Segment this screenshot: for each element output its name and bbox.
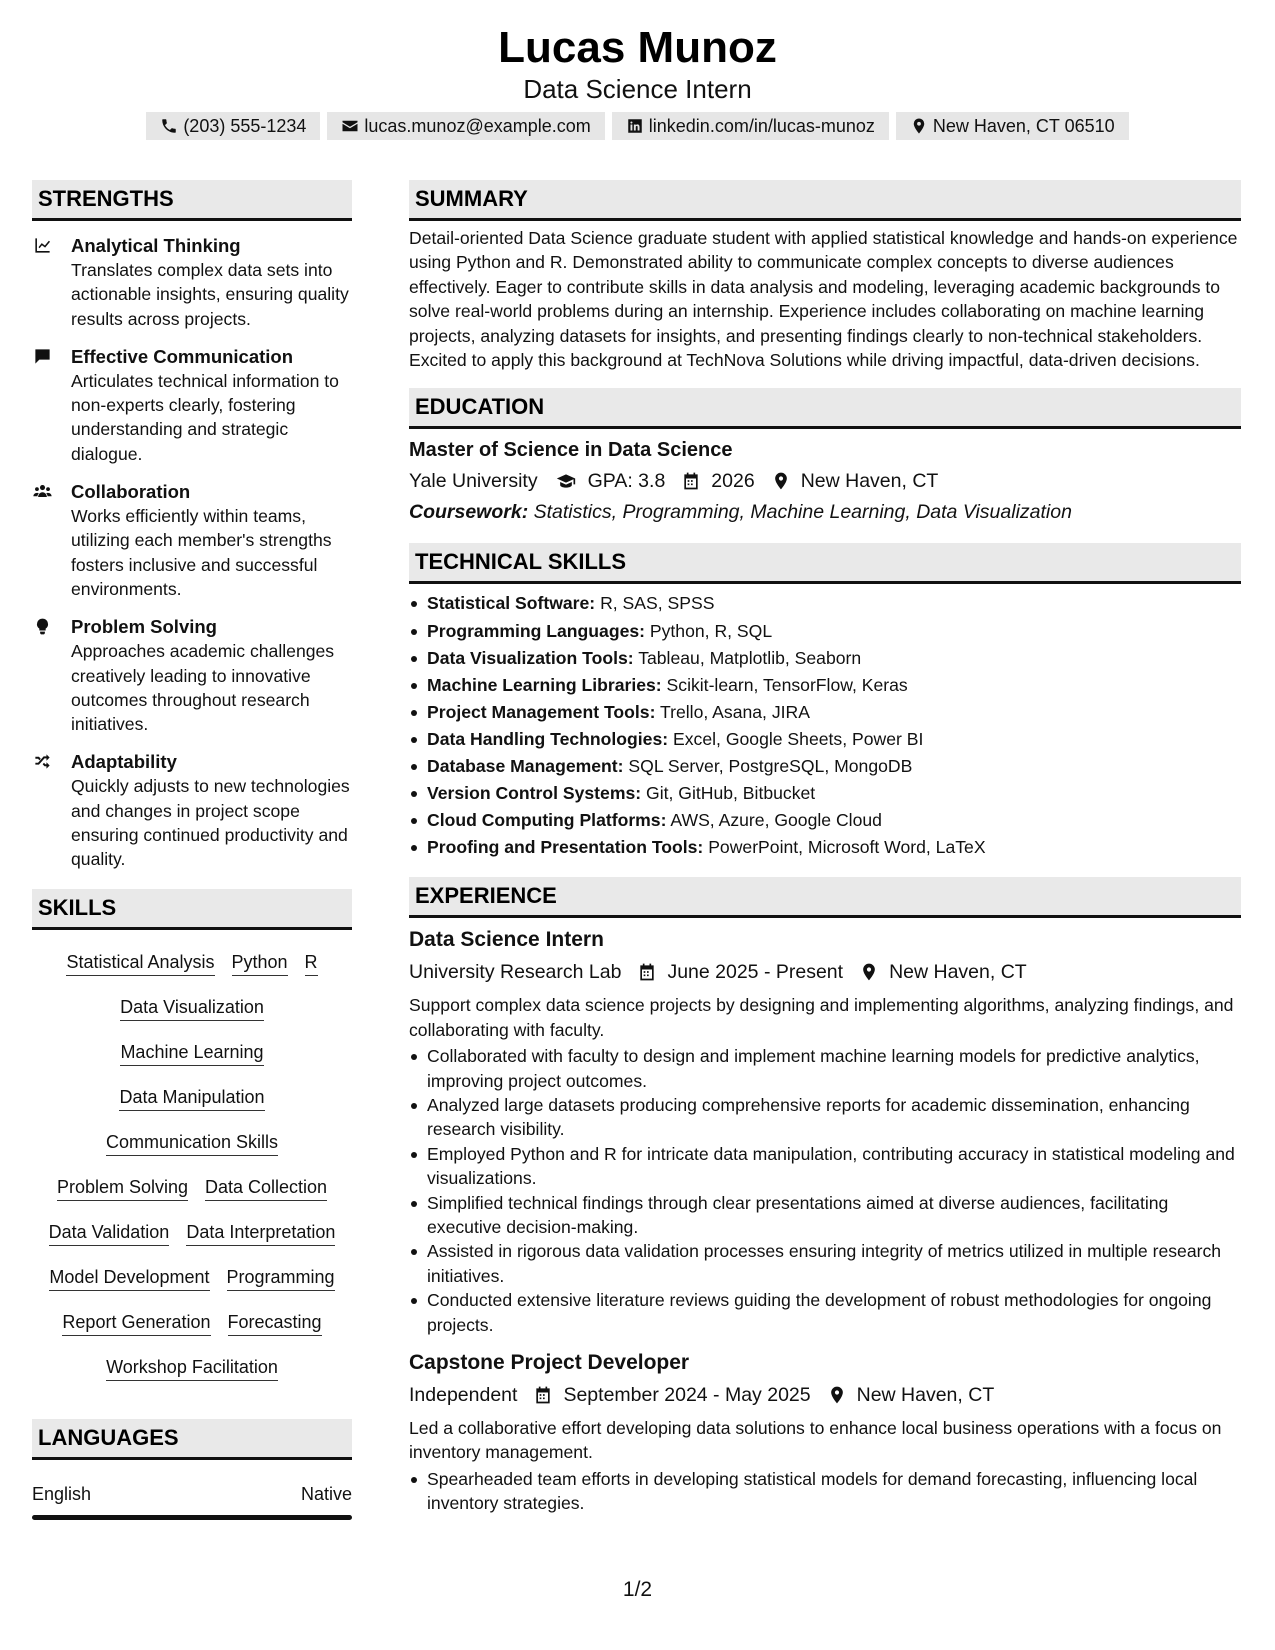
coursework [409,497,1241,527]
skill-tag: Problem Solving [57,1175,188,1201]
job-description: Led a collaborative effort developing data solutions to enhance local business operations with a focus on inventory management. [409,1418,1222,1463]
skill-tag: Programming [227,1265,335,1291]
strength-title: Collaboration [71,481,191,503]
linkedin-text: linkedin.com/in/lucas-munoz [648,115,875,136]
list-item: Simplified technical findings through clear presentations aimed at diverse audiences, facilitating executive decision-making. [409,1191,1241,1240]
language-name: English [32,1483,92,1504]
phone-text: (203) 555-1234 [183,115,307,136]
resume-header [0,22,1275,140]
skill-tag: Data Manipulation [119,1085,264,1111]
strength-title: Problem Solving [71,616,217,638]
strength-title: Analytical Thinking [71,235,241,256]
job-meta [409,1380,1241,1410]
comment-icon [32,347,53,366]
job-org: University Research Lab [409,961,622,984]
strength-desc: Quickly adjusts to new technologies and changes in project scope ensuring continued productivity and quality. [71,776,350,870]
coursework-label: Coursework: [409,501,529,524]
job-title: Data Science Intern [409,928,604,952]
skill-tag: Python [232,950,288,976]
list-item: Project Management Tools: Trello, Asana, JIRA [409,699,1241,726]
graduation-cap-icon [554,471,578,491]
list-item: Analyzed large datasets producing comprehensive reports for academic dissemination, enhancing research visibility. [409,1093,1241,1142]
skill-tag: Data Interpretation [186,1220,335,1246]
strength-title: Adaptability [71,751,177,773]
list-item: Version Control Systems: Git, GitHub, Bitbucket [409,780,1241,807]
skill-tag: Data Collection [205,1175,327,1201]
list-item: Conducted extensive literature reviews guiding the development of robust methodologies for ongoing projects. [409,1288,1241,1337]
strength-item [32,614,352,736]
skill-tag: Communication Skills [106,1130,278,1156]
language-row [32,1484,352,1505]
job-dates: June 2025 - Present [667,961,844,984]
skill-tag: Data Visualization [120,995,264,1021]
skills-list [32,950,352,1381]
list-item: Collaborated with faculty to design and implement machine learning models for predictive analytics, improving project outcomes. [409,1044,1241,1093]
job-bullets [409,1467,1241,1516]
strength-item [32,479,352,601]
list-item: Proofing and Presentation Tools: PowerPoint, Microsoft Word, LaTeX [409,834,1241,861]
location-pin-icon [771,471,791,491]
language-proficiency-bar [32,1515,352,1520]
language-level: Native [300,1483,352,1504]
graduation-year: 2026 [711,470,755,493]
list-item: Database Management: SQL Server, PostgreSQL, MongoDB [409,753,1241,780]
list-item: Data Visualization Tools: Tableau, Matplotlib, Seaborn [409,645,1241,672]
email-text: lucas.munoz@example.com [364,115,591,136]
job-org: Independent [409,1384,518,1407]
skill-tag: Forecasting [228,1310,322,1336]
contact-phone[interactable] [146,112,320,140]
contact-email[interactable] [327,112,604,140]
list-item: Employed Python and R for intricate data manipulation, contributing accuracy in statistical modeling and visualizations. [409,1142,1241,1191]
contact-linkedin[interactable] [612,112,889,140]
education-meta [409,466,1241,496]
strength-desc: Works efficiently within teams, utilizing each member's strengths fosters inclusive and successful environments. [71,506,332,599]
strength-title: Effective Communication [71,345,294,367]
right-column [409,180,1241,1516]
job-location: New Haven, CT [889,961,1027,984]
list-item: Data Handling Technologies: Excel, Google Sheets, Power BI [409,726,1241,753]
users-icon [32,482,53,501]
skill-tag: Machine Learning [120,1040,263,1066]
email-icon [341,117,359,135]
strengths-heading: STRENGTHS [32,180,352,221]
page-number: 1/2 [622,1578,653,1601]
calendar-icon [681,471,701,491]
strength-desc: Translates complex data sets into actionable insights, ensuring quality results across projects. [71,260,349,329]
job-meta [409,957,1241,987]
strength-item [32,749,352,871]
location-pin-icon [827,1385,847,1405]
skill-tag: R [305,950,318,976]
job-description: Support complex data science projects by designing and implementing algorithms, analyzing findings, and collaborating with faculty. [409,995,1234,1040]
languages-heading: LANGUAGES [32,1419,352,1460]
technical-skills-list [409,590,1241,861]
list-item: Programming Languages: Python, R, SQL [409,618,1241,645]
skill-tag: Workshop Facilitation [106,1355,278,1381]
strengths-list [32,233,352,872]
location-text: New Haven, CT 06510 [932,115,1115,136]
candidate-name: Lucas Munoz [498,23,777,72]
lightbulb-icon [32,617,53,636]
list-item: Spearheaded team efforts in developing statistical models for demand forecasting, influencing local inventory strategies. [409,1467,1241,1516]
coursework-list: Statistics, Programming, Machine Learning, Data Visualization [533,501,1072,524]
strength-desc: Articulates technical information to non-experts clearly, fostering understanding and strategic dialogue. [71,370,339,464]
location-pin-icon [859,962,879,982]
contact-location [896,112,1129,140]
skill-tag: Model Development [49,1265,209,1291]
job-dates: September 2024 - May 2025 [563,1384,811,1407]
shuffle-icon [32,752,53,771]
phone-icon [160,117,178,135]
degree-title: Master of Science in Data Science [409,439,733,462]
list-item: Assisted in rigorous data validation processes ensuring integrity of metrics utilized in multiple research initiatives. [409,1239,1241,1288]
skill-tag: Statistical Analysis [66,950,214,976]
job-location: New Haven, CT [856,1384,995,1407]
strength-item [32,344,352,466]
linkedin-icon [626,117,644,135]
left-column [32,180,352,1520]
candidate-title: Data Science Intern [523,74,752,104]
summary-heading: SUMMARY [409,180,1241,221]
skill-tag: Report Generation [62,1310,210,1336]
location-pin-icon [910,117,928,135]
education-heading: EDUCATION [409,388,1241,429]
chart-line-icon [32,236,53,255]
calendar-icon [533,1385,553,1405]
gpa: GPA: 3.8 [587,470,666,493]
school-location: New Haven, CT [800,470,939,493]
skills-heading: SKILLS [32,889,352,930]
school-name: Yale University [409,470,538,493]
job-bullets [409,1044,1241,1337]
contact-bar [0,112,1275,140]
strength-desc: Approaches academic challenges creatively leading to innovative outcomes throughout research initiatives. [71,641,335,735]
list-item: Statistical Software: R, SAS, SPSS [409,590,1241,617]
list-item: Cloud Computing Platforms: AWS, Azure, Google Cloud [409,807,1241,834]
job-title: Capstone Project Developer [409,1351,690,1375]
summary-text: Detail-oriented Data Science graduate student with applied statistical knowledge and hands-on experience using Python and R. Demonstrated ability to communicate complex concepts to diverse audiences effectively. Eager to contribute skills in data analysis and modeling, leveraging academic backgrounds to solve real-world problems during an internship. Experience includes collaborating on machine learning projects, analyzing datasets for insights, and presenting findings clearly to non-technical stakeholders. Excited to apply this background at TechNova Solutions while driving impactful, data-driven decisions. [409,228,1238,371]
strength-item [32,233,352,331]
list-item: Machine Learning Libraries: Scikit-learn, TensorFlow, Keras [409,672,1241,699]
technical-skills-heading: TECHNICAL SKILLS [409,543,1241,584]
experience-heading: EXPERIENCE [409,877,1241,918]
skill-tag: Data Validation [49,1220,170,1246]
calendar-icon [637,962,657,982]
